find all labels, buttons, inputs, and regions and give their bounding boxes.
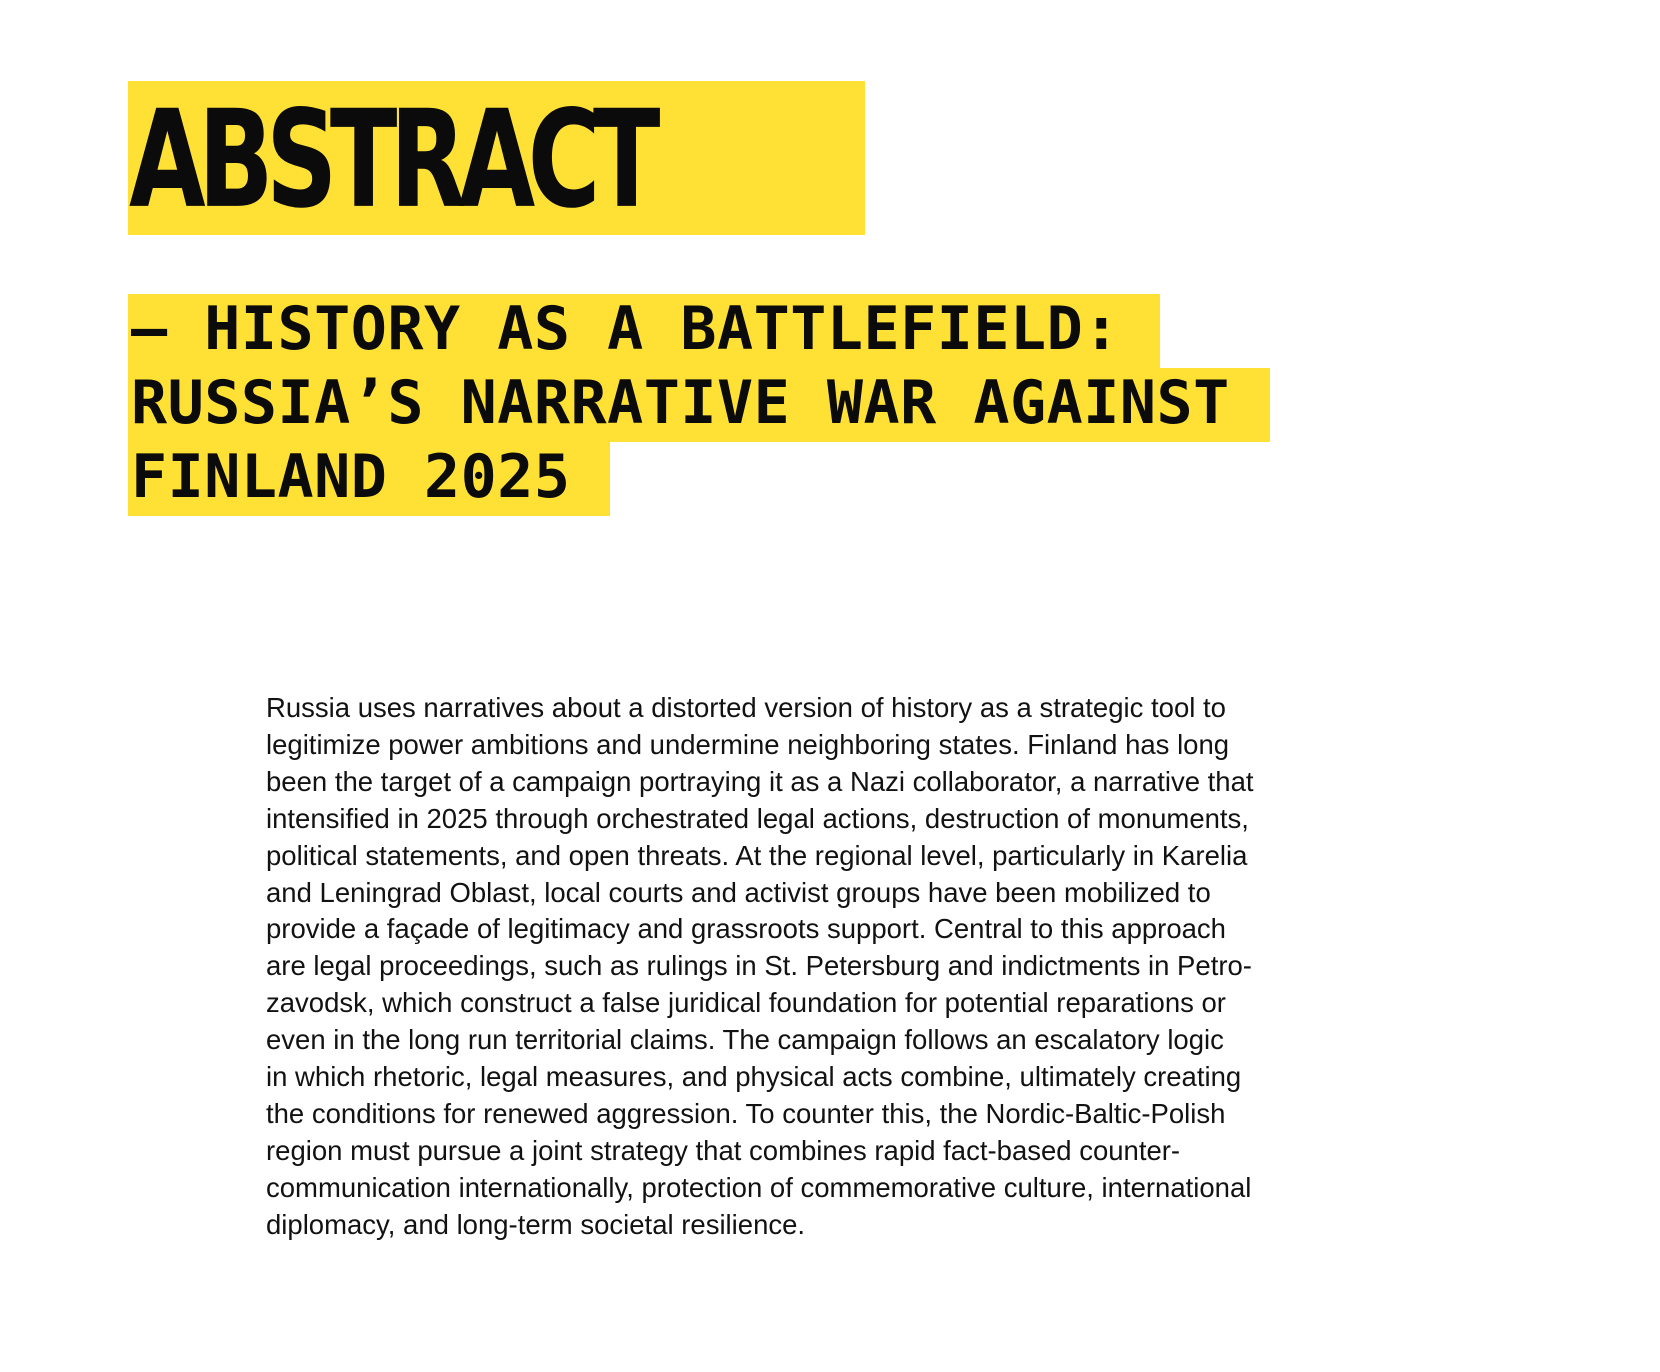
body-line: legitimize power ambitions and undermine neighboring states. Finland has long — [266, 728, 1230, 760]
abstract-body — [266, 690, 1356, 1244]
subtitle-line-text: RUSSIA’S NARRATIVE WAR AGAINST — [128, 368, 1270, 442]
body-line: political statements, and open threats. At the regional level, particularly in Karelia — [266, 839, 1248, 871]
body-line: even in the long run territorial claims. The campaign follows an escalatory logic — [266, 1024, 1224, 1056]
subtitle-line-text: FINLAND 2025 — [128, 442, 610, 516]
subtitle-line — [128, 292, 1270, 366]
body-line: region must pursue a joint strategy that combines rapid fact-based counter- — [266, 1134, 1181, 1166]
body-line: diplomacy, and long-term societal resilience. — [266, 1208, 806, 1240]
body-line: the conditions for renewed aggression. To counter this, the Nordic-Baltic-Polish — [266, 1097, 1226, 1129]
abstract-heading-highlight — [128, 81, 865, 239]
report-subtitle — [128, 292, 1270, 514]
body-line: been the target of a campaign portraying it as a Nazi collaborator, a narrative that — [266, 765, 1254, 797]
body-line: zavodsk, which construct a false juridical foundation for potential reparations or — [266, 987, 1226, 1019]
subtitle-line-text: – HISTORY AS A BATTLEFIELD: — [128, 294, 1160, 368]
subtitle-line — [128, 366, 1270, 440]
body-line: and Leningrad Oblast, local courts and activist groups have been mobilized to — [266, 876, 1211, 908]
subtitle-line — [128, 440, 1270, 514]
body-line: Russia uses narratives about a distorted version of history as a strategic tool to — [266, 692, 1226, 723]
body-line: are legal proceedings, such as rulings in St. Petersburg and indictments in Petro- — [266, 950, 1252, 982]
abstract-heading: ABSTRACT — [129, 81, 653, 239]
body-line: communication internationally, protection of commemorative culture, international — [266, 1171, 1252, 1203]
body-line: in which rhetoric, legal measures, and physical acts combine, ultimately creating — [266, 1061, 1242, 1093]
body-line: provide a façade of legitimacy and grassroots support. Central to this approach — [266, 913, 1226, 945]
body-line: intensified in 2025 through orchestrated legal actions, destruction of monuments, — [266, 802, 1249, 834]
